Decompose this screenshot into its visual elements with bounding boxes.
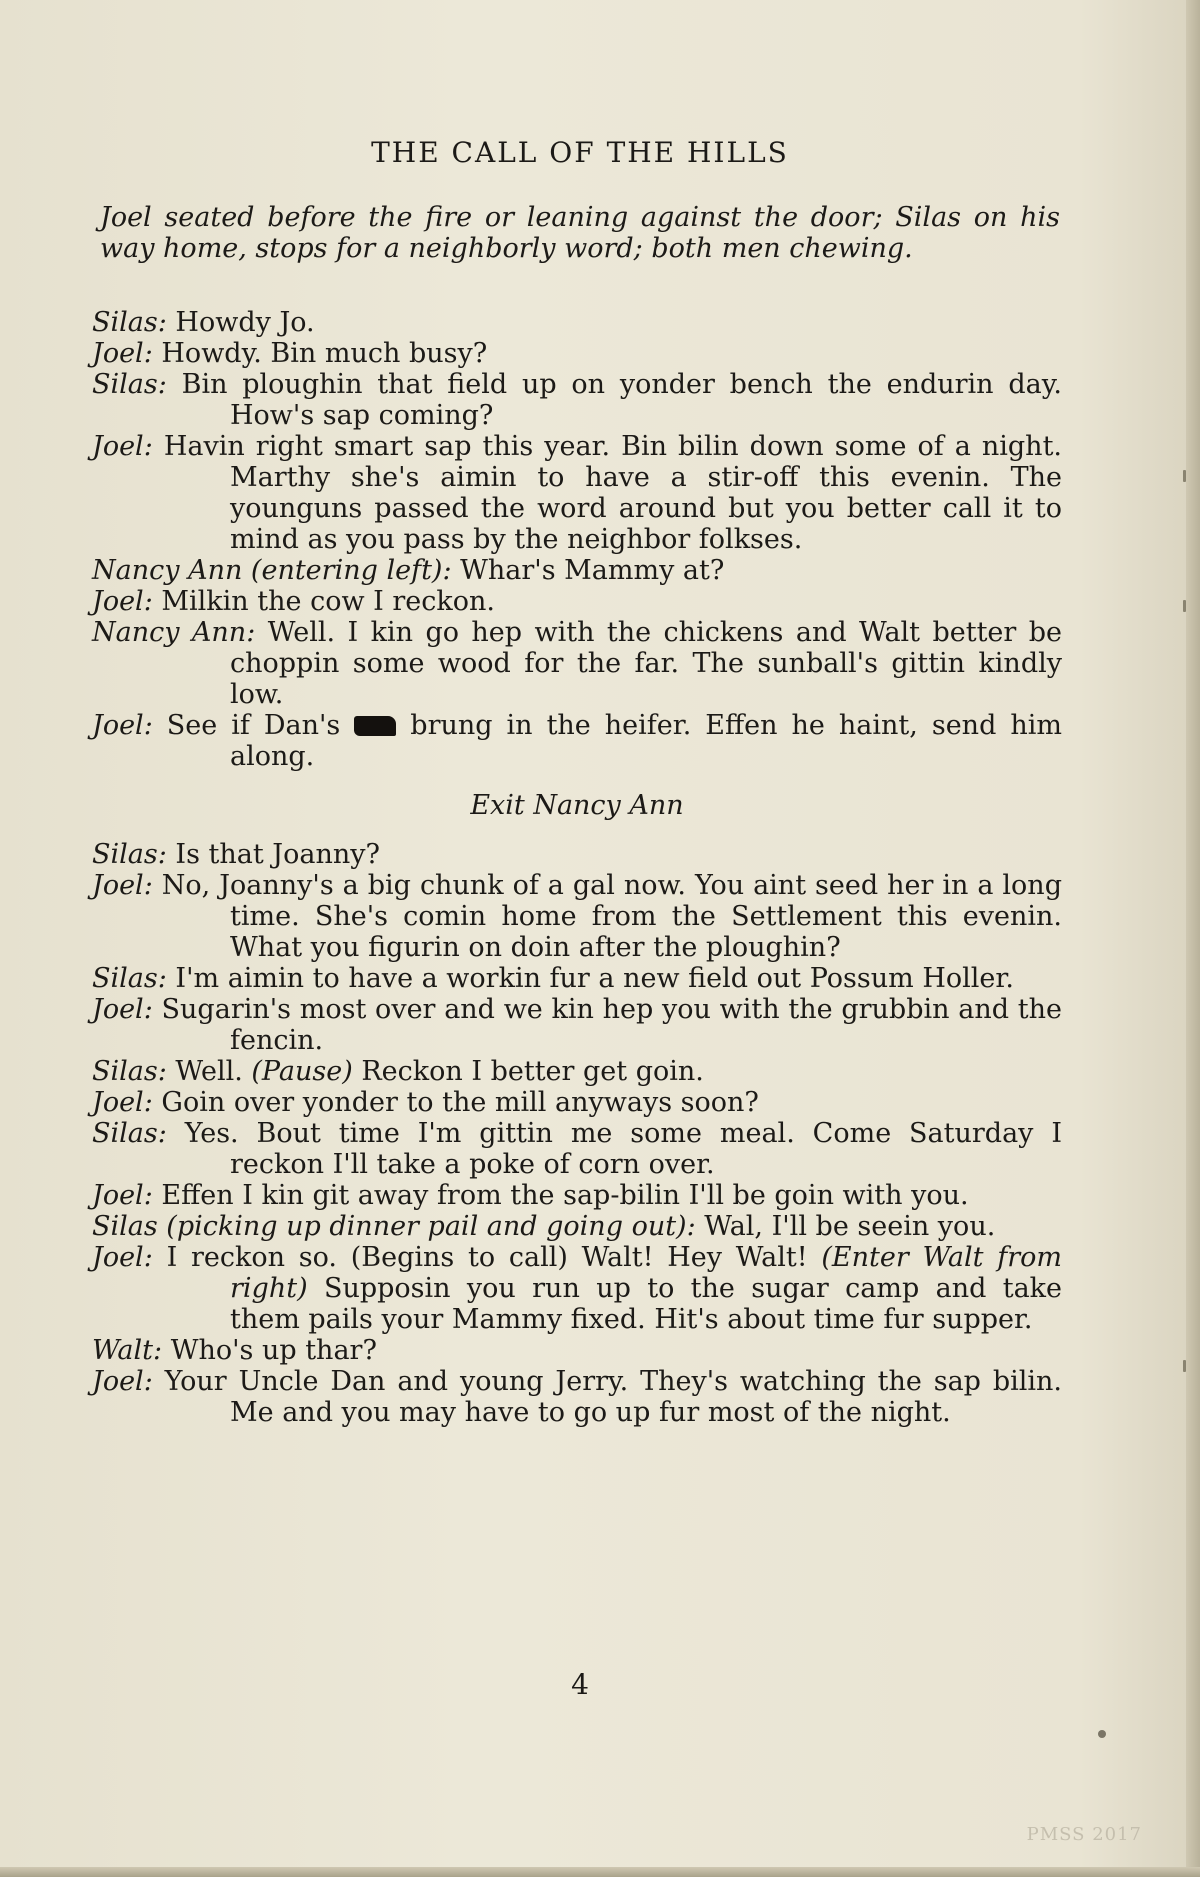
line-text: Reckon I better get goin. bbox=[352, 1056, 704, 1087]
exit-stage-direction: Exit Nancy Ann bbox=[470, 790, 684, 821]
archive-watermark: PMSS 2017 bbox=[1026, 1824, 1142, 1845]
line-text: Well. I kin go hep with the chickens and Walt better be choppin some wood for the far. The sunball's gittin kindly low. bbox=[230, 617, 1062, 710]
speaker: Silas (picking up dinner pail and going out): bbox=[92, 1211, 696, 1242]
dialogue-line bbox=[92, 1335, 1062, 1366]
line-text: I reckon so. (Begins to call) Walt! Hey Walt! bbox=[166, 1242, 822, 1273]
dialogue-line bbox=[92, 710, 1062, 772]
dialogue-line bbox=[92, 369, 1062, 431]
dialogue-line bbox=[92, 1242, 1062, 1335]
line-text: See if Dan's bbox=[166, 710, 355, 741]
line-text: Who's up thar? bbox=[170, 1335, 377, 1366]
speaker: Joel: bbox=[92, 1180, 153, 1211]
speaker: Joel: bbox=[92, 1366, 153, 1397]
line-text: Is that Joanny? bbox=[175, 839, 380, 870]
inline-stage-direction: (Pause) bbox=[251, 1056, 353, 1087]
speaker: Joel: bbox=[92, 870, 153, 901]
line-text: Yes. Bout time I'm gittin me some meal. Come Saturday I reckon I'll take a poke of corn over. bbox=[184, 1118, 1062, 1180]
dialogue-line bbox=[92, 1366, 1062, 1428]
dialogue-line bbox=[92, 431, 1062, 555]
running-title: THE CALL OF THE HILLS bbox=[371, 136, 789, 169]
opening-stage-direction: Joel seated before the fire or leaning against the door; Silas on his way home, stops for a neighborly word; both men chewing. bbox=[100, 202, 1060, 264]
line-text: Your Uncle Dan and young Jerry. They's watching the sap bilin. Me and you may have to go up fur most of the night. bbox=[164, 1366, 1062, 1428]
line-text: Effen I kin git away from the sap-bilin I'll be goin with you. bbox=[161, 1180, 969, 1211]
dialogue-line bbox=[92, 963, 1062, 994]
margin-mark bbox=[1183, 1360, 1186, 1372]
line-text: Howdy. Bin much busy? bbox=[161, 338, 488, 369]
margin-mark bbox=[1183, 470, 1186, 482]
dialogue-line bbox=[92, 307, 1062, 338]
dialogue-line bbox=[92, 839, 1062, 870]
ink-blot bbox=[354, 716, 396, 736]
line-text: brung in the heifer. Effen he haint, send him along. bbox=[230, 710, 1062, 772]
dialogue-line bbox=[92, 870, 1062, 963]
speaker: Walt: bbox=[92, 1335, 163, 1366]
speaker: Silas: bbox=[92, 369, 167, 400]
dialogue-line bbox=[92, 1087, 1062, 1118]
dialogue-line bbox=[92, 586, 1062, 617]
dialogue-line bbox=[92, 994, 1062, 1056]
dialogue-line bbox=[92, 338, 1062, 369]
line-text: Sugarin's most over and we kin hep you with the grubbin and the fencin. bbox=[161, 994, 1062, 1056]
line-text: Wal, I'll be seein you. bbox=[704, 1211, 996, 1242]
speaker: Joel: bbox=[92, 586, 153, 617]
line-text: Whar's Mammy at? bbox=[460, 555, 725, 586]
dialogue-line bbox=[92, 1211, 1062, 1242]
inline-stage-direction: (Enter Walt from right) bbox=[230, 1242, 1062, 1304]
script-body bbox=[92, 307, 1062, 1428]
speaker: Silas: bbox=[92, 839, 167, 870]
speaker: Joel: bbox=[92, 431, 153, 462]
dialogue-line bbox=[92, 1056, 1062, 1087]
dialogue-line bbox=[92, 617, 1062, 710]
speaker: Joel: bbox=[92, 1087, 153, 1118]
speaker: Silas: bbox=[92, 1056, 167, 1087]
speaker: Nancy Ann (entering left): bbox=[92, 555, 452, 586]
speaker: Silas: bbox=[92, 1118, 167, 1149]
page-edge-shadow bbox=[1186, 0, 1200, 1877]
dialogue-line bbox=[92, 1180, 1062, 1211]
speaker: Nancy Ann: bbox=[92, 617, 256, 648]
dialogue-line bbox=[92, 555, 1062, 586]
speaker: Joel: bbox=[92, 1242, 153, 1273]
speaker: Joel: bbox=[92, 338, 153, 369]
dialogue-line bbox=[92, 1118, 1062, 1180]
speaker: Joel: bbox=[92, 994, 153, 1025]
line-text: Havin right smart sap this year. Bin bilin down some of a night. Marthy she's aimin to have a stir-off this evenin. The younguns passed the word around but you better call it to mind as you pass by the neighbor folkses. bbox=[163, 431, 1062, 555]
line-text: Bin ploughin that field up on yonder bench the endurin day. How's sap coming? bbox=[181, 369, 1062, 431]
line-text: I'm aimin to have a workin fur a new field out Possum Holler. bbox=[175, 963, 1014, 994]
margin-mark bbox=[1183, 600, 1186, 612]
line-text: Well. bbox=[175, 1056, 252, 1087]
line-text: Milkin the cow I reckon. bbox=[161, 586, 495, 617]
page-number: 4 bbox=[571, 1668, 589, 1701]
speaker: Silas: bbox=[92, 307, 167, 338]
line-text: No, Joanny's a big chunk of a gal now. You aint seed her in a long time. She's comin home from the Settlement this evenin. What you figurin on doin after the ploughin? bbox=[161, 870, 1062, 963]
line-text: Goin over yonder to the mill anyways soon? bbox=[161, 1087, 759, 1118]
speaker: Joel: bbox=[92, 710, 153, 741]
speaker: Silas: bbox=[92, 963, 167, 994]
paper-speck bbox=[1098, 1730, 1106, 1738]
line-text: Howdy Jo. bbox=[175, 307, 315, 338]
page-bottom-edge bbox=[0, 1867, 1200, 1877]
line-text: Supposin you run up to the sugar camp and take them pails your Mammy fixed. Hit's about time fur supper. bbox=[230, 1273, 1062, 1335]
